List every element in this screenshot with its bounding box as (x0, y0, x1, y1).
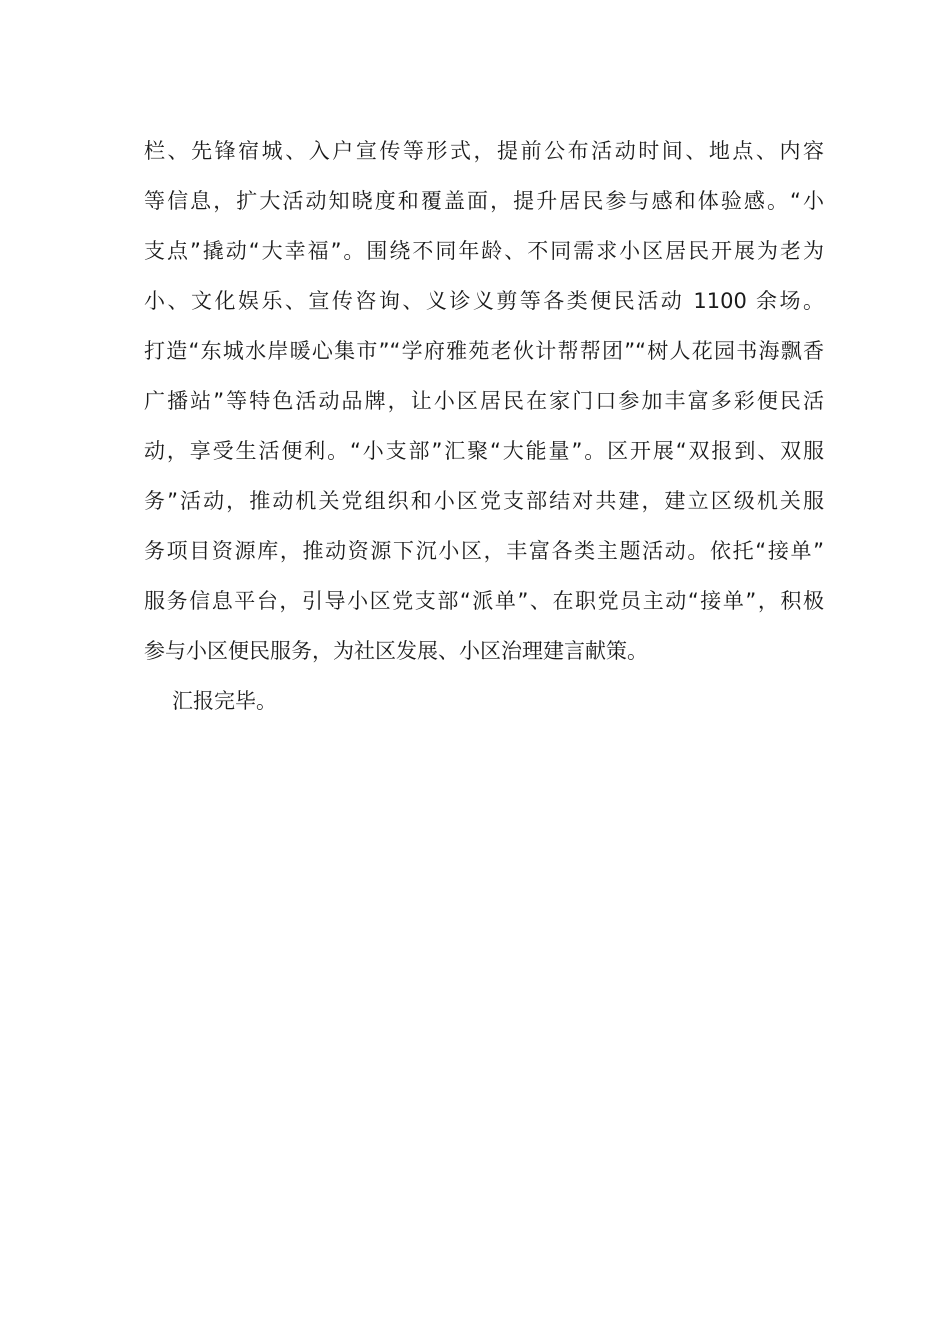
paragraph-line: 等信息，扩大活动知晓度和覆盖面，提升居民参与感和体验感。“小 (144, 189, 824, 213)
paragraph-line: 小、文化娱乐、宣传咨询、义诊义剪等各类便民活动 1100 余场。 (144, 289, 824, 313)
paragraph-line: 打造“东城水岸暖心集市”“学府雅苑老伙计帮帮团”“树人花园书海飘香 (144, 339, 824, 363)
closing-line: 汇报完毕。 (172, 689, 277, 713)
paragraph-line: 栏、先锋宿城、入户宣传等形式，提前公布活动时间、地点、内容 (144, 139, 824, 163)
paragraph-line: 务”活动，推动机关党组织和小区党支部结对共建，建立区级机关服 (144, 489, 824, 513)
paragraph-line: 支点”撬动“大幸福”。围绕不同年龄、不同需求小区居民开展为老为 (144, 239, 824, 263)
paragraph-line: 务项目资源库，推动资源下沉小区，丰富各类主题活动。依托“接单” (144, 539, 824, 563)
paragraph-line: 动，享受生活便利。“小支部”汇聚“大能量”。区开展“双报到、双服 (144, 439, 824, 463)
paragraph-line: 服务信息平台，引导小区党支部“派单”、在职党员主动“接单”，积极 (144, 589, 824, 613)
paragraph-line: 广播站”等特色活动品牌，让小区居民在家门口参加丰富多彩便民活 (144, 389, 824, 413)
paragraph-line: 参与小区便民服务，为社区发展、小区治理建言献策。 (144, 639, 648, 663)
report-body (144, 126, 824, 726)
